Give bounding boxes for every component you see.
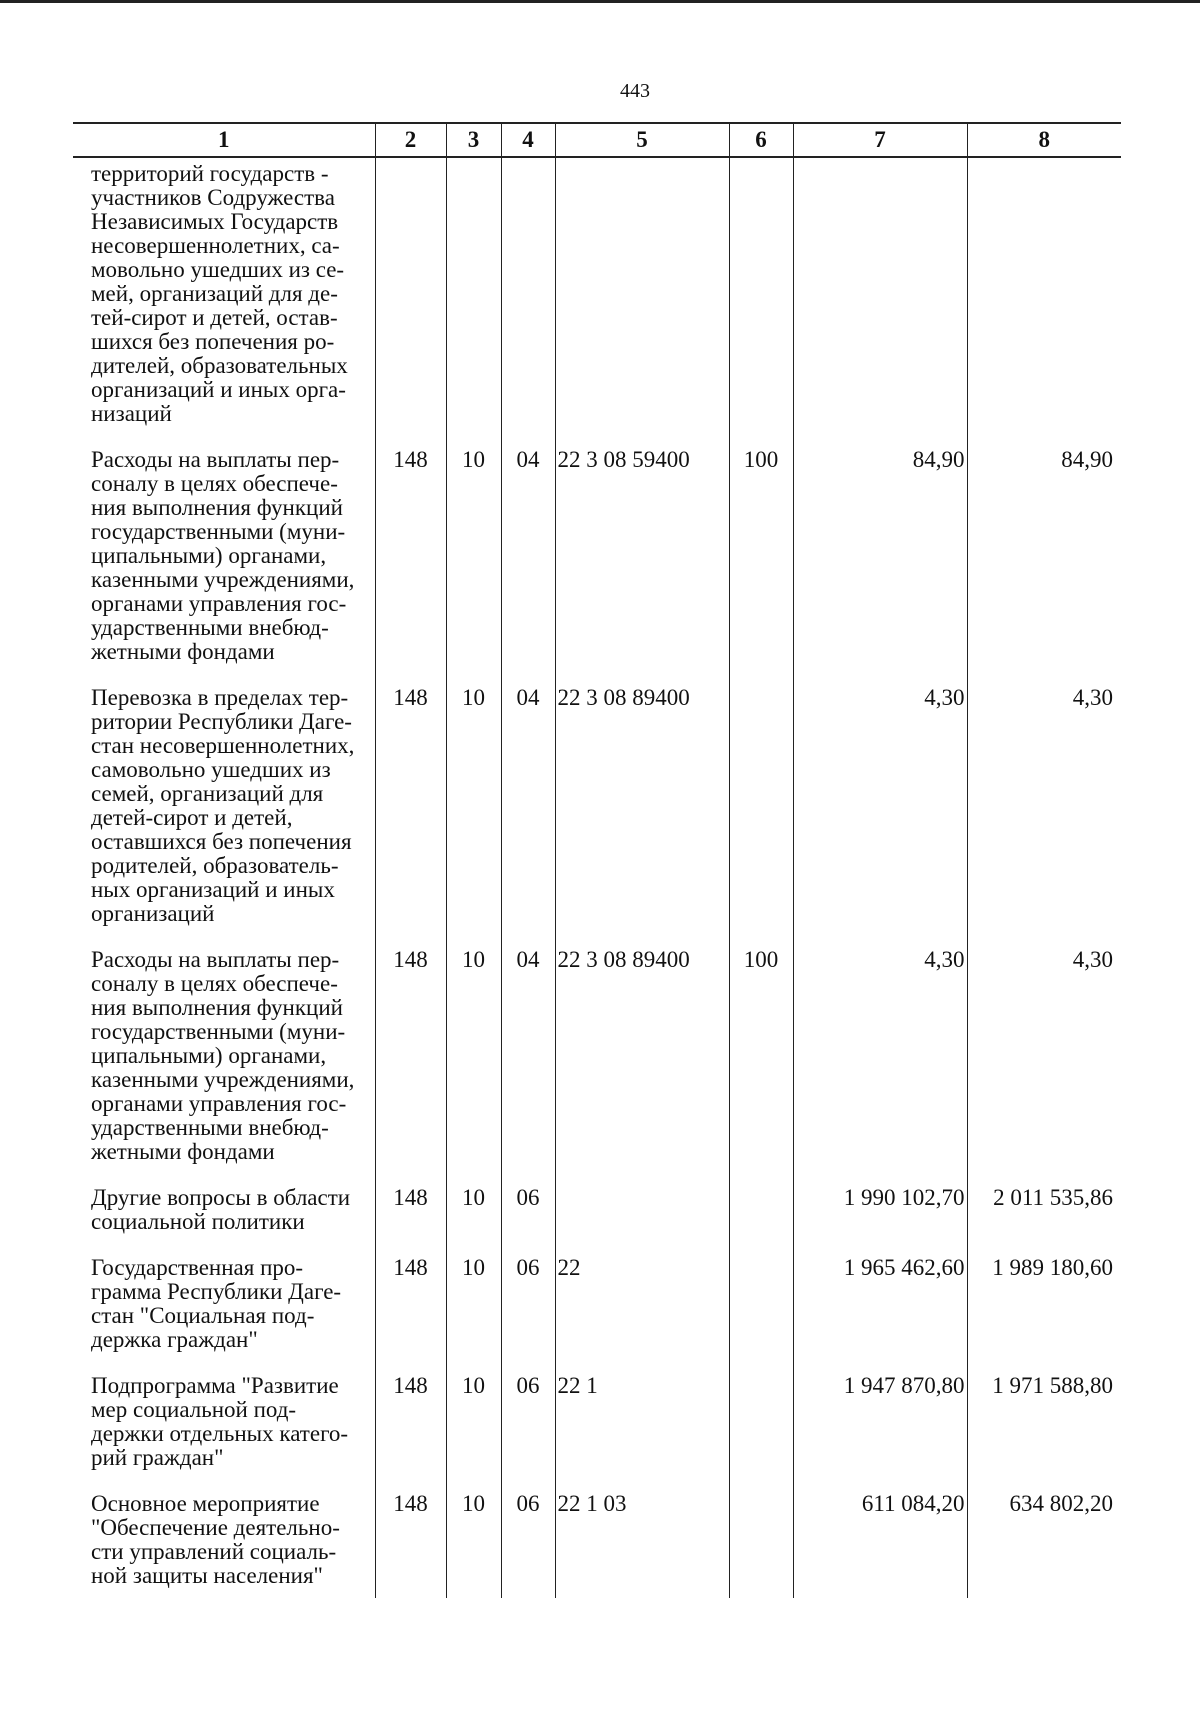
row-amount-col7: 1 965 462,60 bbox=[793, 1256, 967, 1374]
row-description: Расходы на выплаты пер- соналу в целях обеспече- ния выполнения функций государственными (муни- ципальными) органами, казенными учреждениями, органами управления гос- ударственными внебюд- жетными фондами bbox=[91, 447, 355, 664]
table-body bbox=[73, 157, 1121, 1598]
row-target-article bbox=[555, 1186, 729, 1256]
row-section: 10 bbox=[446, 448, 501, 686]
header-col-4: 4 bbox=[501, 123, 555, 157]
row-expense-type: 100 bbox=[729, 448, 793, 686]
row-amount-col8: 2 011 535,86 bbox=[967, 1186, 1121, 1256]
row-ministry-code: 148 bbox=[375, 1374, 446, 1492]
row-amount-col8: 4,30 bbox=[967, 686, 1121, 948]
row-expense-type bbox=[729, 1256, 793, 1374]
row-amount-col7: 611 084,20 bbox=[793, 1492, 967, 1598]
header-col-8: 8 bbox=[967, 123, 1121, 157]
row-subsection: 04 bbox=[501, 448, 555, 686]
row-expense-type bbox=[729, 1492, 793, 1598]
row-section: 10 bbox=[446, 1492, 501, 1598]
row-amount-col7: 84,90 bbox=[793, 448, 967, 686]
row-subsection: 04 bbox=[501, 948, 555, 1186]
row-ministry-code: 148 bbox=[375, 686, 446, 948]
row-amount-col7: 4,30 bbox=[793, 948, 967, 1186]
table-row bbox=[73, 1492, 1121, 1598]
row-amount-col8: 4,30 bbox=[967, 948, 1121, 1186]
row-target-article: 22 3 08 89400 bbox=[555, 948, 729, 1186]
table-row bbox=[73, 948, 1121, 1186]
row-amount-col8: 1 971 588,80 bbox=[967, 1374, 1121, 1492]
page-number: 443 bbox=[620, 80, 650, 102]
row-target-article: 22 3 08 89400 bbox=[555, 686, 729, 948]
row-section: 10 bbox=[446, 1186, 501, 1256]
header-col-6: 6 bbox=[729, 123, 793, 157]
header-col-5: 5 bbox=[555, 123, 729, 157]
row-description: Государственная про- грамма Республики Даге- стан "Социальная под- держка граждан" bbox=[91, 1255, 342, 1352]
row-ministry-code: 148 bbox=[375, 1492, 446, 1598]
row-amount-col8: 84,90 bbox=[967, 448, 1121, 686]
header-col-3: 3 bbox=[446, 123, 501, 157]
row-subsection bbox=[501, 157, 555, 448]
row-description: Другие вопросы в области социальной политики bbox=[91, 1185, 351, 1234]
row-target-article: 22 1 03 bbox=[555, 1492, 729, 1598]
row-amount-col8: 634 802,20 bbox=[967, 1492, 1121, 1598]
row-description: Перевозка в пределах тер- ритории Республики Даге- стан несовершеннолетних, самовольно ушедших из семей, организаций для детей-сирот и детей, оставшихся без попечения родителей, образователь- ных организаций и иных организаций bbox=[91, 685, 355, 926]
row-expense-type bbox=[729, 1374, 793, 1492]
row-target-article: 22 bbox=[555, 1256, 729, 1374]
row-target-article: 22 1 bbox=[555, 1374, 729, 1492]
row-ministry-code: 148 bbox=[375, 1256, 446, 1374]
table-row bbox=[73, 448, 1121, 686]
page-top-edge bbox=[0, 0, 1200, 3]
header-row bbox=[73, 123, 1121, 157]
row-section: 10 bbox=[446, 686, 501, 948]
row-description: территорий государств - участников Содружества Независимых Государств несовершеннолетних, са- мовольно ушедших из се- мей, организаций для де- тей-сирот и детей, остав- шихся без попечения ро- дителей, образовательных организаций и иных орга- низаций bbox=[91, 161, 348, 426]
row-description: Основное мероприятие "Обеспечение деятельно- сти управлений социаль- ной защиты населения" bbox=[91, 1491, 340, 1588]
budget-table bbox=[73, 122, 1121, 1598]
table-row bbox=[73, 1186, 1121, 1256]
row-section: 10 bbox=[446, 948, 501, 1186]
row-expense-type: 100 bbox=[729, 948, 793, 1186]
row-expense-type bbox=[729, 157, 793, 448]
row-subsection: 04 bbox=[501, 686, 555, 948]
table-row bbox=[73, 157, 1121, 448]
header-col-1: 1 bbox=[73, 123, 375, 157]
row-amount-col7 bbox=[793, 157, 967, 448]
table-row bbox=[73, 686, 1121, 948]
row-amount-col7: 1 947 870,80 bbox=[793, 1374, 967, 1492]
row-amount-col8: 1 989 180,60 bbox=[967, 1256, 1121, 1374]
row-subsection: 06 bbox=[501, 1256, 555, 1374]
row-amount-col7: 4,30 bbox=[793, 686, 967, 948]
row-subsection: 06 bbox=[501, 1492, 555, 1598]
row-amount-col7: 1 990 102,70 bbox=[793, 1186, 967, 1256]
row-ministry-code: 148 bbox=[375, 448, 446, 686]
row-target-article bbox=[555, 157, 729, 448]
row-expense-type bbox=[729, 1186, 793, 1256]
row-amount-col8 bbox=[967, 157, 1121, 448]
header-col-7: 7 bbox=[793, 123, 967, 157]
row-ministry-code: 148 bbox=[375, 948, 446, 1186]
row-section: 10 bbox=[446, 1374, 501, 1492]
table-row bbox=[73, 1256, 1121, 1374]
row-description: Расходы на выплаты пер- соналу в целях обеспече- ния выполнения функций государственными (муни- ципальными) органами, казенными учреждениями, органами управления гос- ударственными внебюд- жетными фондами bbox=[91, 947, 355, 1164]
row-target-article: 22 3 08 59400 bbox=[555, 448, 729, 686]
row-subsection: 06 bbox=[501, 1374, 555, 1492]
table-header bbox=[73, 123, 1121, 157]
header-col-2: 2 bbox=[375, 123, 446, 157]
row-section: 10 bbox=[446, 1256, 501, 1374]
row-ministry-code: 148 bbox=[375, 1186, 446, 1256]
row-expense-type bbox=[729, 686, 793, 948]
row-subsection: 06 bbox=[501, 1186, 555, 1256]
row-ministry-code bbox=[375, 157, 446, 448]
table-row bbox=[73, 1374, 1121, 1492]
row-description: Подпрограмма "Развитие мер социальной под- держки отдельных катего- рий граждан" bbox=[91, 1373, 349, 1470]
row-section bbox=[446, 157, 501, 448]
